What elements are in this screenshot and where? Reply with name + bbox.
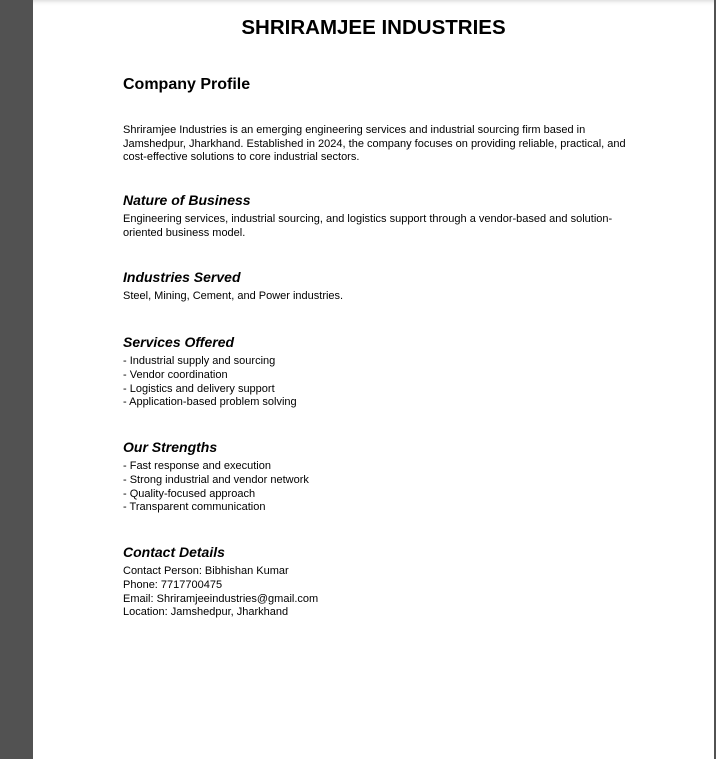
list-item: - Quality-focused approach (123, 487, 256, 500)
section-heading: Our Strengths (123, 439, 218, 455)
section-heading: Nature of Business (123, 192, 251, 208)
section-heading: Industries Served (123, 269, 241, 285)
company-profile-heading: Company Profile (123, 76, 251, 93)
list-item: - Strong industrial and vendor network (123, 473, 309, 486)
contact-email: Email: Shriramjeeindustries@gmail.com (123, 592, 319, 605)
contact-phone: Phone: 7717700475 (123, 578, 223, 591)
section-text: Steel, Mining, Cement, and Power industries. (123, 290, 344, 302)
section-heading: Services Offered (123, 334, 235, 350)
list-item: - Application-based problem solving (123, 396, 297, 409)
section-our-strengths (123, 439, 643, 515)
strengths-list (123, 460, 643, 515)
list-item: - Vendor coordination (123, 368, 228, 381)
contact-person: Contact Person: Bibhishan Kumar (123, 565, 289, 577)
intro-paragraph: Shriramjee Industries is an emerging engineering services and industrial sourcing firm based in Jamshedpur, Jharkhand. Established in 2024, the company focuses on providing reliable, practical, and cost-effective solutions to core industrial sectors. (123, 124, 626, 164)
section-industries-served (123, 269, 643, 304)
viewer-side-panel (0, 0, 33, 759)
contact-list (123, 565, 643, 620)
list-item: - Industrial supply and sourcing (123, 355, 276, 367)
list-item: - Fast response and execution (123, 460, 271, 472)
services-list (123, 355, 643, 410)
document-page (33, 0, 714, 759)
section-services-offered (123, 334, 643, 410)
list-item: - Transparent communication (123, 501, 266, 514)
section-nature-of-business (123, 192, 643, 241)
contact-location: Location: Jamshedpur, Jharkhand (123, 606, 289, 619)
list-item: - Logistics and delivery support (123, 382, 275, 395)
section-text: Engineering services, industrial sourcing, and logistics support through a vendor-based and solution-oriented business model. (123, 213, 613, 239)
section-heading: Contact Details (123, 544, 225, 560)
section-contact-details (123, 544, 643, 620)
document-title: SHRIRAMJEE INDUSTRIES (241, 16, 506, 39)
